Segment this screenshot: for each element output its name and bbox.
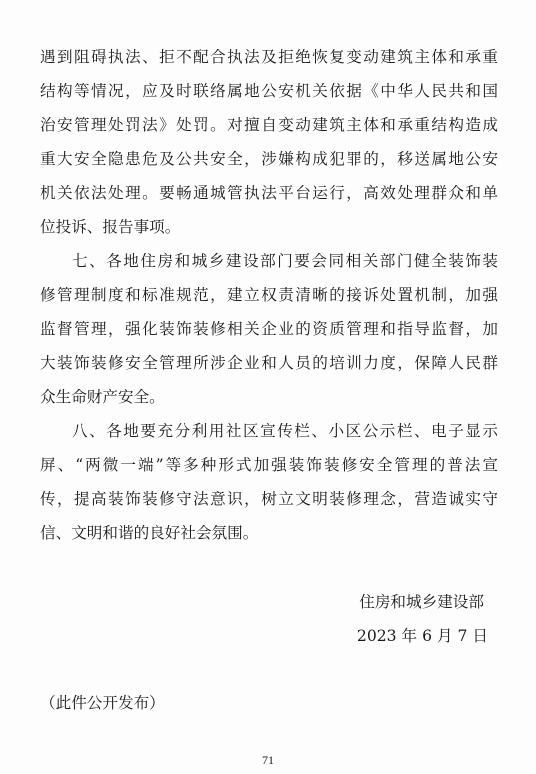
text-line: 修管理制度和标准规范，建立权责清晰的接诉处置机制，加强 <box>40 286 498 304</box>
text-line: 传，提高装饰装修守法意识，树立文明装修理念，营造诚实守 <box>40 490 498 508</box>
page-number: 71 <box>262 753 274 767</box>
text-line: 屏、“两微一端”等多种形式加强装饰装修安全管理的普法宣 <box>40 456 498 474</box>
text-line: 遇到阻碍执法、拒不配合执法及拒绝恢复变动建筑主体和承重 <box>40 48 498 66</box>
text-line: 结构等情况，应及时联络属地公安机关依据《中华人民共和国 <box>40 82 498 100</box>
text-line: 信、文明和谐的良好社会氛围。 <box>40 524 259 542</box>
text-line: 八、各地要充分利用社区宣传栏、小区公示栏、电子显示 <box>72 422 498 440</box>
text-line: 监督管理，强化装饰装修相关企业的资质管理和指导监督，加 <box>40 320 498 338</box>
text-line: 众生命财产安全。 <box>40 388 165 406</box>
text-line: 重大安全隐患危及公共安全，涉嫌构成犯罪的，移送属地公安 <box>40 150 498 168</box>
publication-note: （此件公开发布） <box>40 694 165 712</box>
text-line: 位投诉、报告事项。 <box>40 218 181 236</box>
signature-date: 2023 年 6 月 7 日 <box>356 627 488 645</box>
text-line: 机关依法处理。要畅通城管执法平台运行，高效处理群众和单 <box>40 184 498 202</box>
text-line: 大装饰装修安全管理所涉企业和人员的培训力度，保障人民群 <box>40 354 498 372</box>
text-line: 七、各地住房和城乡建设部门要会同相关部门健全装饰装 <box>72 252 498 270</box>
signature-organization: 住房和城乡建设部 <box>359 593 484 611</box>
text-line: 治安管理处罚法》处罚。对擅自变动建筑主体和承重结构造成 <box>40 116 498 134</box>
